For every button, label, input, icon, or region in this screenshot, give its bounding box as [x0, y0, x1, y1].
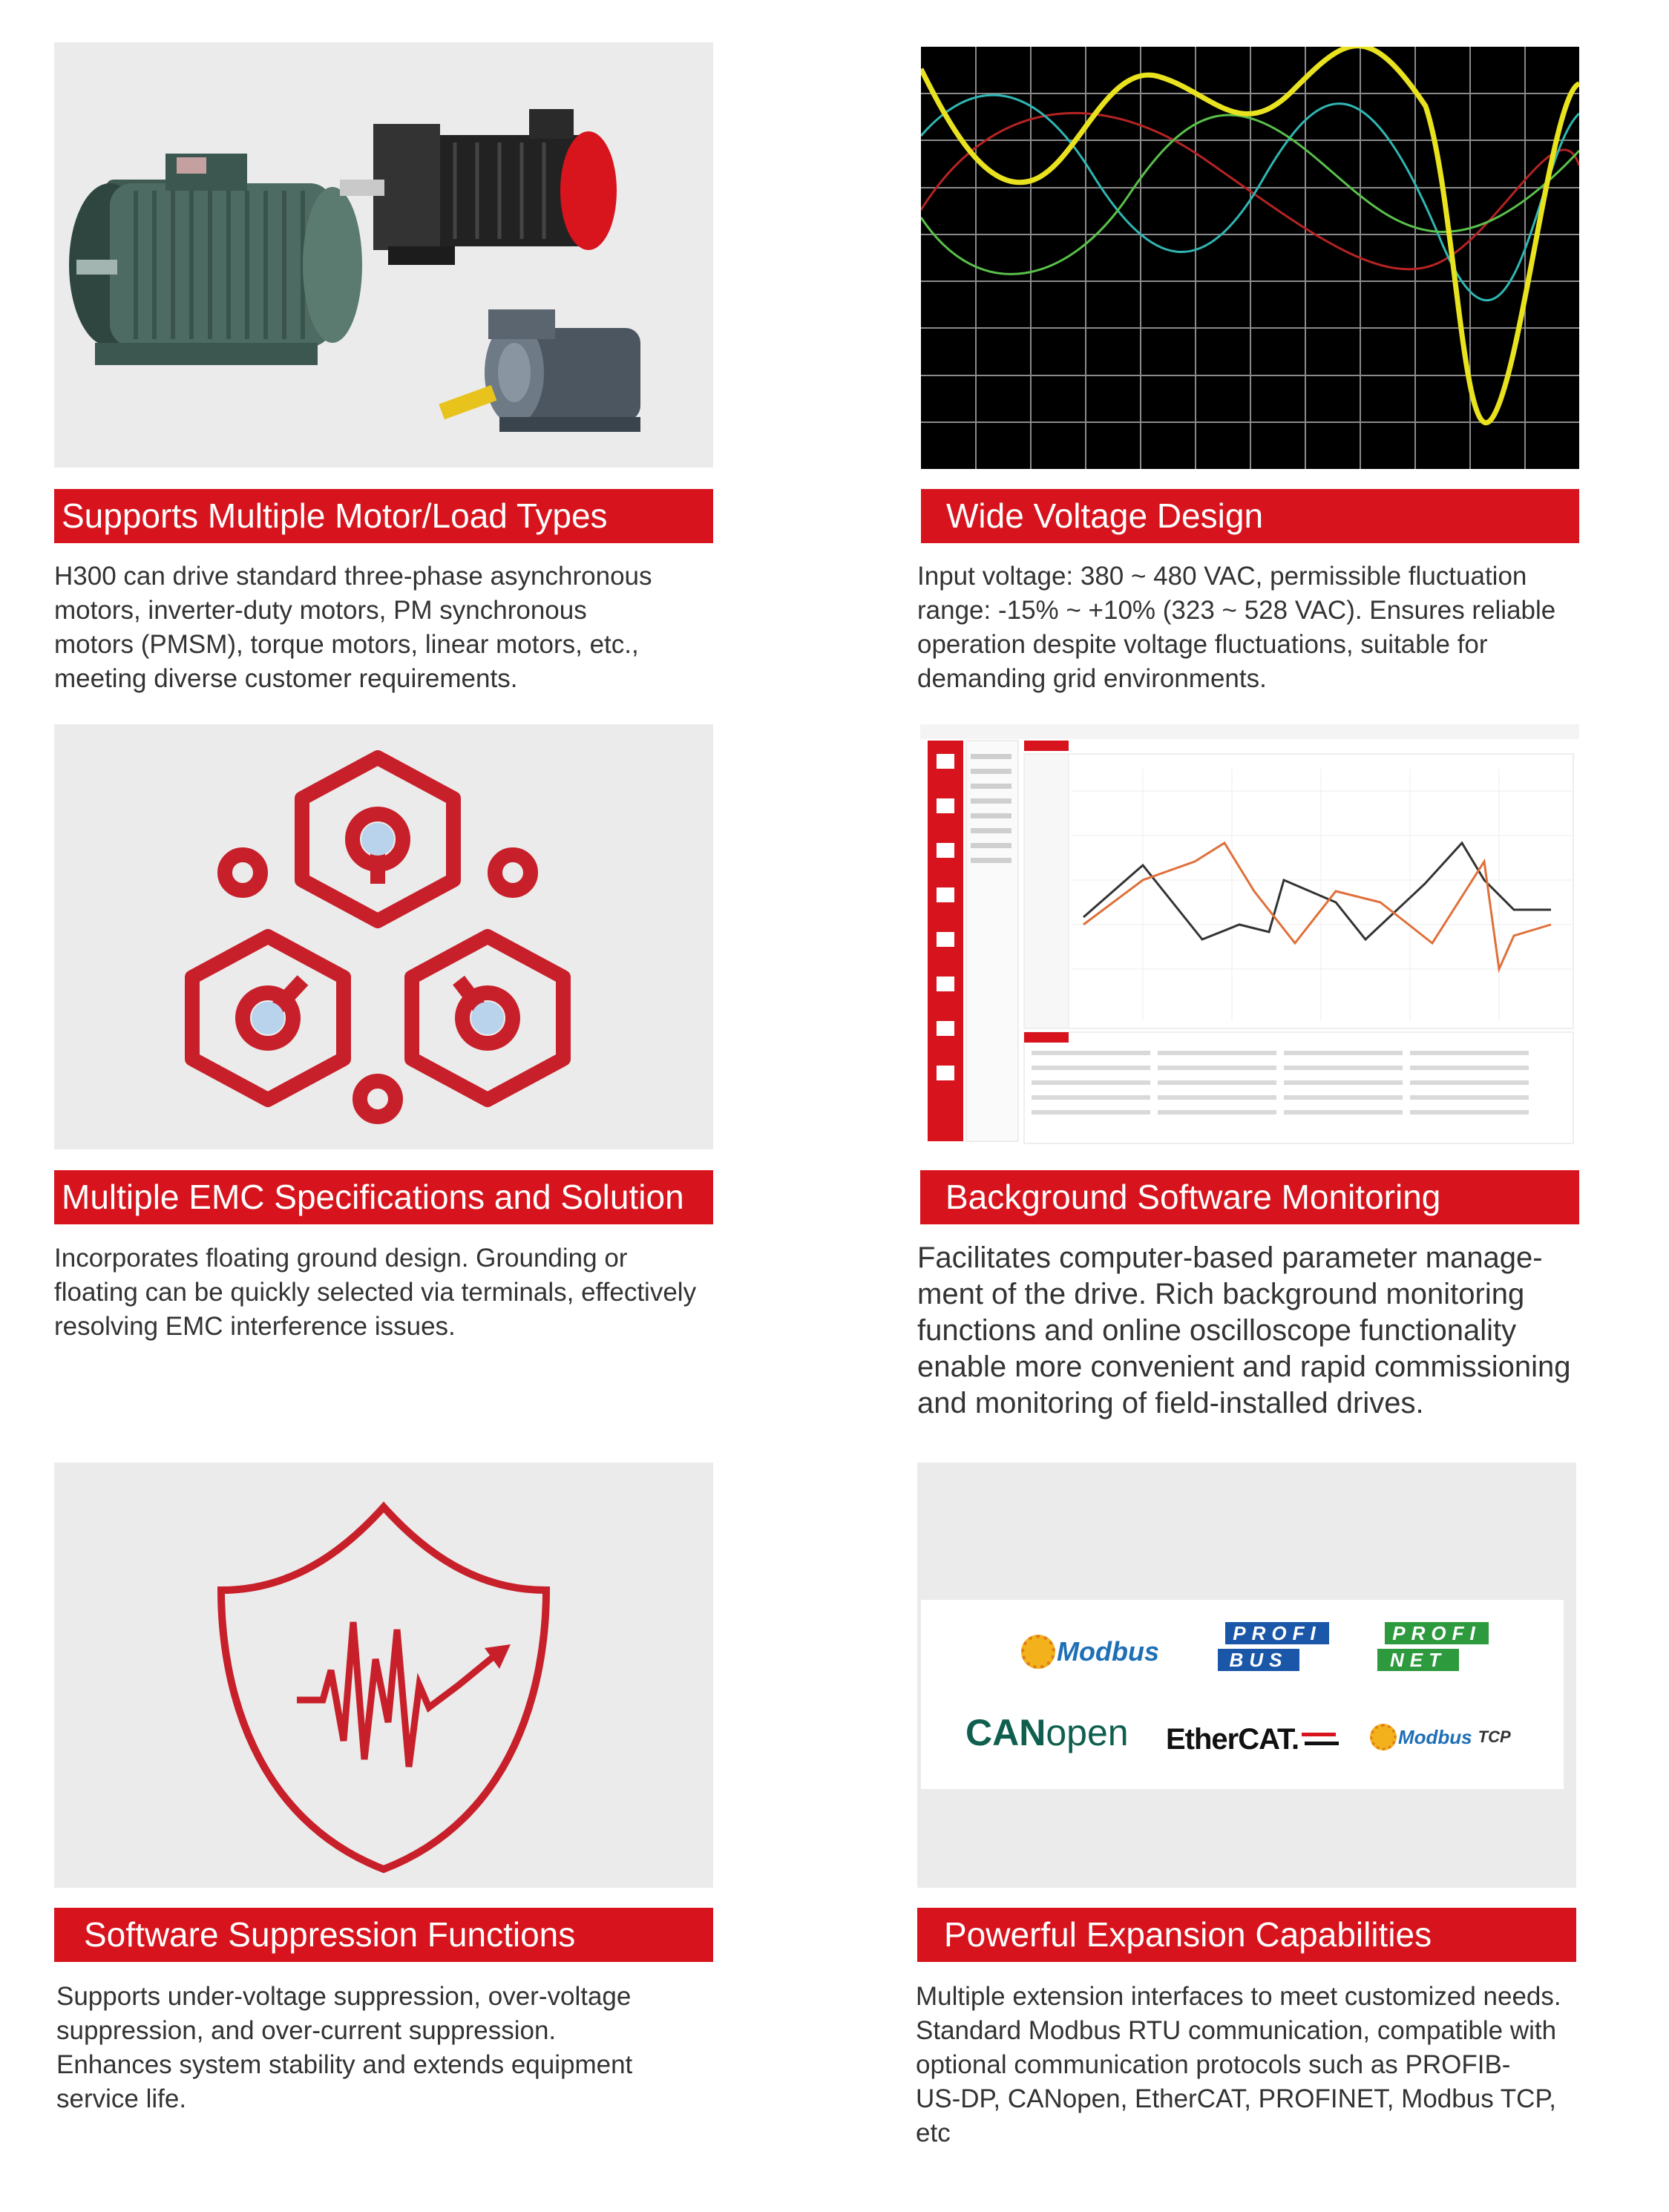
shield-waveform-icon: [54, 1463, 713, 1888]
feature-1-description: H300 can drive standard three-phase asynchronous motors, inverter-duty motors, PM synchronous motors (PMSM), torque motors, linear motors, etc., meeting diverse customer requirements.: [54, 562, 652, 693]
protocols-image: [917, 1463, 1576, 1888]
modbus-gear-icon: [1021, 1635, 1055, 1669]
green-motor-graphic: [69, 154, 362, 365]
feature-4-description: Facilitates computer-based parameter manage- ment of the drive. Rich background monitoring functions and online oscilloscope functionality enable more convenient and rapid commissioning and monitoring of field-installed drives.: [917, 1241, 1571, 1420]
feature-2-title: Wide Voltage Design: [921, 489, 1579, 543]
feature-5-description: Supports under-voltage suppression, over-voltage suppression, and over-current suppression. Enhances system stability and extends equipment service life.: [56, 1982, 633, 2113]
profinet-logo: PROFI NET: [1377, 1622, 1496, 1674]
feature-1-title: Supports Multiple Motor/Load Types: [54, 489, 713, 543]
modbus-tcp-logo: Modbus TCP: [1370, 1719, 1511, 1756]
feature-6-title: Powerful Expansion Capabilities: [917, 1908, 1576, 1962]
feature-5-title: Software Suppression Functions: [54, 1908, 713, 1962]
feature-6-description: Multiple extension interfaces to meet customized needs. Standard Modbus RTU communication, compatible with optional communication protocols such as PROFIB- US-DP, CANopen, EtherCAT, PROFINET, Modbus TCP, etc: [916, 1982, 1561, 2147]
ethercat-arrows-icon: [1302, 1731, 1339, 1747]
software-screenshot-image: [920, 724, 1579, 1149]
profibus-logo: PROFI BUS: [1218, 1622, 1337, 1674]
black-motor-graphic: [340, 109, 617, 265]
feature-2-description: Input voltage: 380 ~ 480 VAC, permissible fluctuation range: -15% ~ +10% (323 ~ 528 VAC). Ensures reliable operation despite voltage fluctuations, suitable for demanding grid environments.: [917, 562, 1556, 693]
logos-panel: [921, 1600, 1564, 1789]
ethercat-logo: EtherCAT.: [1166, 1717, 1339, 1762]
modbus-logo: Modbus: [1021, 1630, 1159, 1674]
grey-motor-graphic: [439, 309, 640, 432]
feature-3-title: Multiple EMC Specifications and Solution: [54, 1170, 713, 1224]
modbus-tcp-gear-icon: [1370, 1724, 1397, 1750]
suppression-icon-image: [54, 1463, 713, 1888]
emc-icon-image: [54, 724, 713, 1149]
oscilloscope-image: [921, 47, 1579, 469]
hexagon-circuit-icon: [54, 724, 713, 1149]
canopen-logo: CANopen: [965, 1712, 1129, 1753]
feature-3-description: Incorporates floating ground design. Grounding or floating can be quickly selected via terminals, effectively resolving EMC interference issues.: [54, 1244, 697, 1341]
feature-4-title: Background Software Monitoring: [920, 1170, 1579, 1224]
motors-image: [54, 42, 713, 467]
